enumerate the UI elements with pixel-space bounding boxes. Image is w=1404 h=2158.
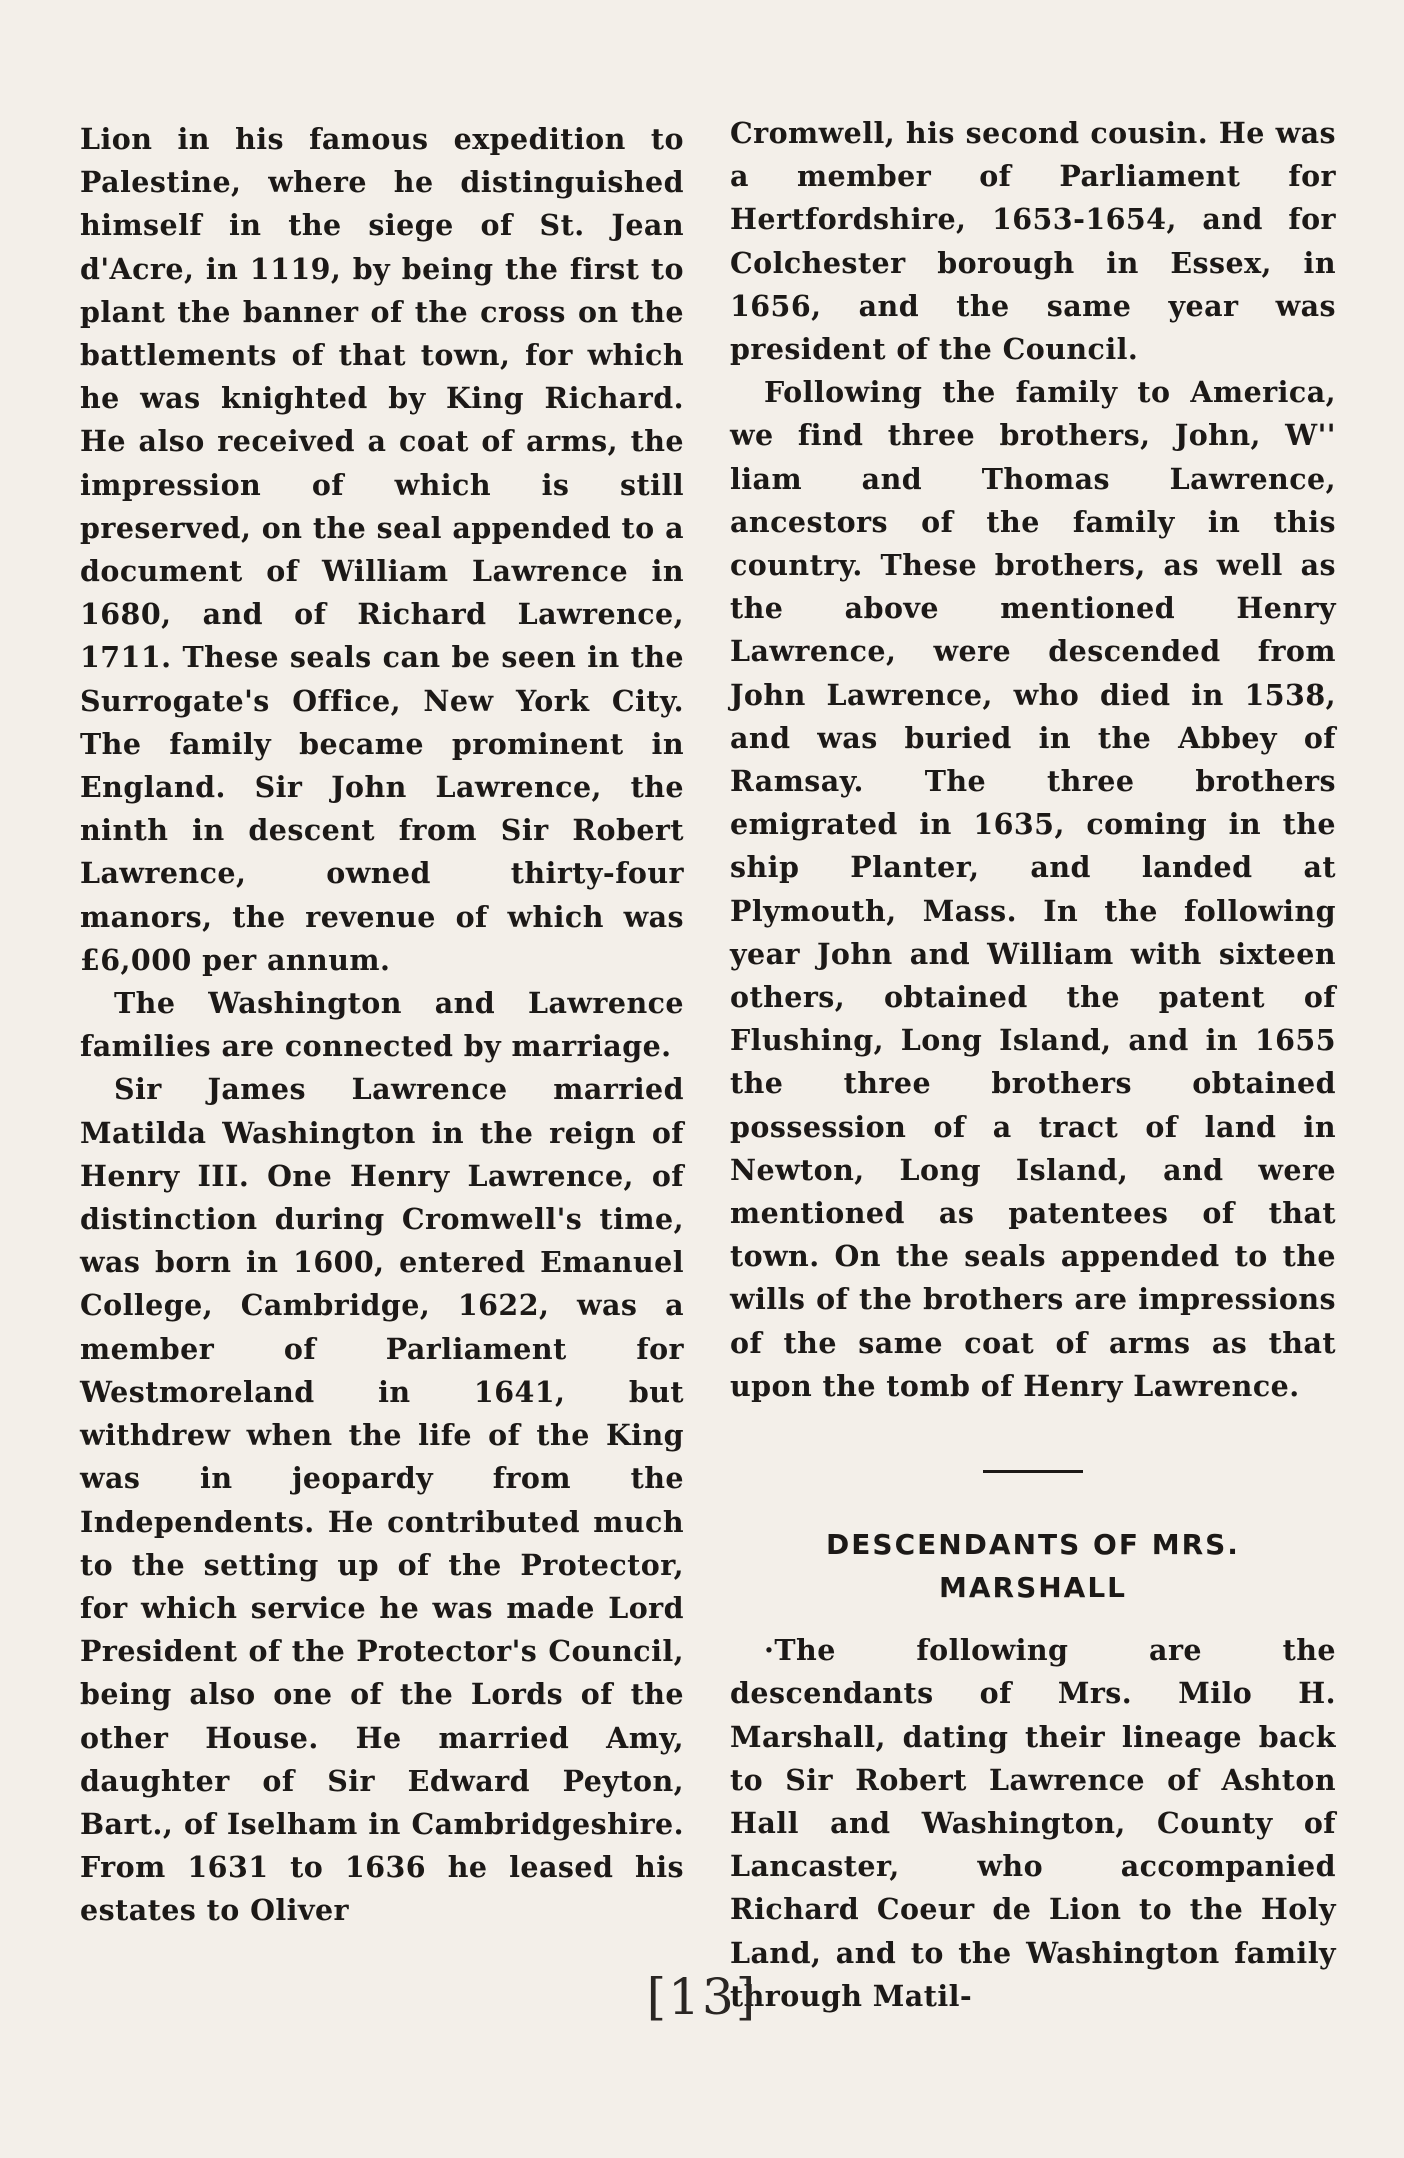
left-paragraph-3: Sir James Lawrence married Matilda Washington in the reign of Henry III. One Henry Lawrence, of distinction during Cromwell's time, was born in 1600, entered Emanuel College, Cambridge, 1622, was a member of Parliament for Westmoreland in 1641, but withdrew when the life of the King was in jeopardy from the Independents. He contributed much to the setting up of the Protector, for which service he was made Lord President of the Protector's Council, being also one of the Lords of the other House. He married Amy, daughter of Sir Edward Peyton, Bart., of Iselham in Cambridgeshire. From 1631 to 1636 he leased his estates to Oliver <box>80 1072 684 1928</box>
right-paragraph-1: Cromwell, his second cousin. He was a member of Parliament for Hertfordshire, 1653-1654, and for Colchester borough in Essex, in 1656, and the same year was president of the Council. <box>730 116 1336 367</box>
section-heading: DESCENDANTS OF MRS. MARSHALL <box>826 1528 1240 1605</box>
right-paragraph-3: ·The following are the descendants of Mrs. Milo H. Marshall, dating their lineage back to Sir Robert Lawrence of Ashton Hall and Washington, County of Lancaster, who accompanied Richard Coeur de Lion to the Holy Land, and to the Washington family through Matil- <box>730 1633 1336 2013</box>
left-paragraph-2: The Washington and Lawrence families are connected by marriage. <box>80 986 684 1064</box>
right-paragraph-2: Following the family to America, we find three brothers, John, W'' liam and Thomas Lawrence, ancestors of the family in this country. These brothers, as well as the above mentioned Henry Lawrence, were descended from John Lawrence, who died in 1538, and was buried in the Abbey of Ramsay. The three brothers emigrated in 1635, coming in the ship Planter, and landed at Plymouth, Mass. In the following year John and William with sixteen others, obtained the patent of Flushing, Long Island, and in 1655 the three brothers obtained possession of a tract of land in Newton, Long Island, and were mentioned as patentees of that town. On the seals appended to the wills of the brothers are impressions of the same coat of arms as that upon the tomb of Henry Lawrence. <box>730 375 1336 1403</box>
left-paragraph-1: Lion in his famous expedition to Palestine, where he distinguished himself in the siege of St. Jean d'Acre, in 1119, by being the first to plant the banner of the cross on the battlements of that town, for which he was knighted by King Richard. He also received a coat of arms, the impression of which is still preserved, on the seal appended to a document of William Lawrence in 1680, and of Richard Lawrence, 1711. These seals can be seen in the Surrogate's Office, New York City. The family became prominent in England. Sir John Lawrence, the ninth in descent from Sir Robert Lawrence, owned thirty-four manors, the revenue of which was £6,000 per annum. <box>80 122 684 977</box>
left-column <box>80 118 684 1933</box>
right-column <box>730 112 1336 2018</box>
page-number: [13] <box>646 1968 758 2026</box>
section-divider <box>983 1470 1083 1473</box>
